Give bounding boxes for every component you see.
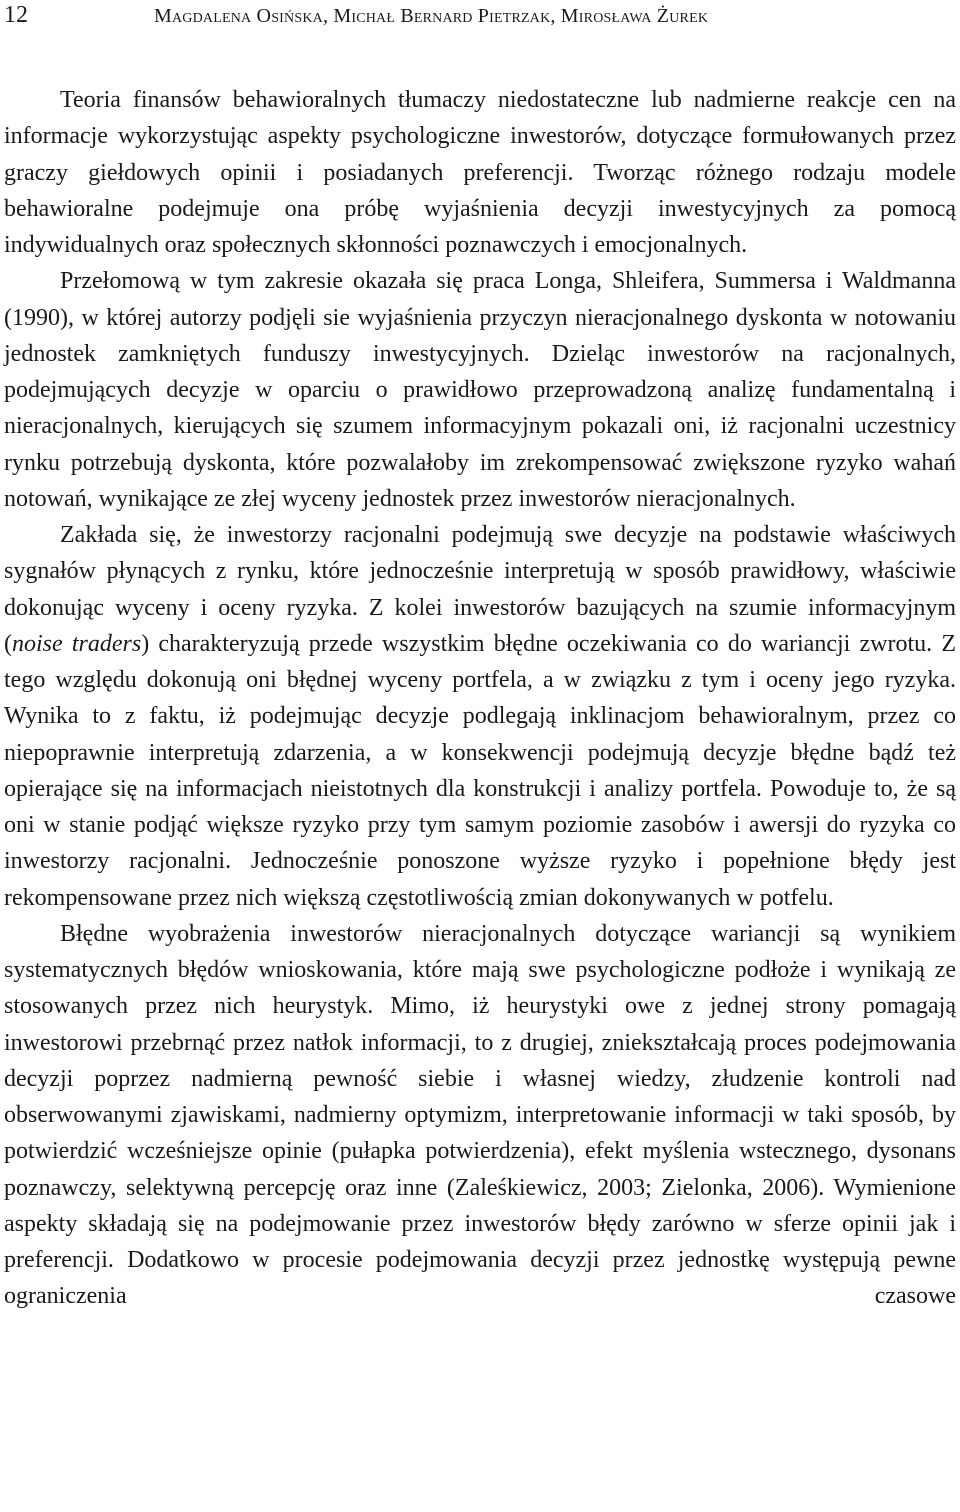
paragraph-noise-traders-rest: ) charakteryzują przede wszystkim błędne oczekiwania co do wariancji zwrotu. Z tego względu dokonują oni błędnej wyceny portfela, a w związku z tym i oceny jego ryzyka. Wynika to z faktu, iż podejmując decyzje podlegają inklinacjom behawioralnym, przez co niepoprawnie interpretują zdarzenia, a w konsekwencji podejmują decyzje błędne bądź też opierające się na informacjach nieistotnych dla konstrukcji i analizy portfela. Powoduje to, że są oni w stanie podjąć większe ryzyko przy tym samym poziomie zasobów i awersji do ryzyka co inwestorzy racjonalni. Jednocześnie ponoszone wyższe ryzyko i popełnione błędy jest rekompensowane przez nich większą częstotliwością zmian dokonywanych w potfelu.: [4, 630, 956, 911]
paragraph-long-shleifer-study: Przełomową w tym zakresie okazała się praca Longa, Shleifera, Summersa i Waldmanna (1990), w której autorzy podjęli sie wyjaśnienia przyczyn nieracjonalnego dyskonta w notowaniu jednostek zamkniętych funduszy inwestycyjnych. Dzieląc inwestorów na racjonalnych, podejmujących decyzje w oparciu o prawidłowo przeprowadzoną analizę fundamentalną i nieracjonalnych, kierujących się szumem informacyjnym pokazali oni, iż racjonalni uczestnicy rynku potrzebują dyskonta, które pozwalałoby im zrekompensować zwiększone ryzyko wahań notowań, wynikające ze złej wyceny jednostek przez inwestorów nieracjonalnych.: [4, 268, 956, 512]
body-text: [4, 82, 956, 1315]
page-header: [4, 0, 956, 34]
paragraph-behavioral-finance: Teoria finansów behawioralnych tłumaczy niedostateczne lub nadmierne reakcje cen na informacje wykorzystując aspekty psychologiczne inwestorów, dotyczące formułowanych przez graczy giełdowych opinii i posiadanych preferencji. Tworząc różnego rodzaju modele behawioralne podejmuje ona próbę wyjaśnienia decyzji inwestycyjnych za pomocą indywidualnych oraz społecznych skłonności poznawczych i emocjonalnych.: [4, 87, 956, 258]
paragraph-noise-traders-lead: Zakłada się, że inwestorzy racjonalni podejmują swe decyzje na podstawie właściwych sygnałów płynących z rynku, które jednocześnie interpretują w sposób prawidłowy, właściwie dokonując wyceny i oceny ryzyka. Z kolei inwestorów bazujących na szumie informacyjnym (: [4, 522, 956, 657]
running-head-authors: Magdalena Osińska, Michał Bernard Pietrzak, Mirosława Żurek: [154, 5, 709, 27]
page-number: 12: [4, 2, 28, 28]
paragraph-noise-traders: [4, 517, 956, 916]
noise-traders-term: noise traders: [12, 630, 142, 657]
paragraph-heuristics: Błędne wyobrażenia inwestorów nieracjonalnych dotyczące wariancji są wynikiem systematycznych błędów wnioskowania, które mają swe psychologiczne podłoże i wynikają ze stosowanych przez nich heurystyk. Mimo, iż heurystyki owe z jednej strony pomagają inwestorowi przebrnąć przez natłok informacji, to z drugiej, zniekształcają proces podejmowania decyzji poprzez nadmierną pewność siebie i własnej wiedzy, złudzenie kontroli nad obserwowanymi zjawiskami, nadmierny optymizm, interpretowanie informacji w taki sposób, by potwierdzić wcześniejsze opinie (pułapka potwierdzenia), efekt myślenia wstecznego, dysonans poznawczy, selektywną percepcję oraz inne (Zaleśkiewicz, 2003; Zielonka, 2006). Wymienione aspekty składają się na podejmowanie przez inwestorów błędy zarówno w sferze opinii jak i preferencji. Dodatkowo w procesie podejmowania decyzji przez jednostkę występują pewne ograniczenia czasowe: [4, 920, 956, 1310]
